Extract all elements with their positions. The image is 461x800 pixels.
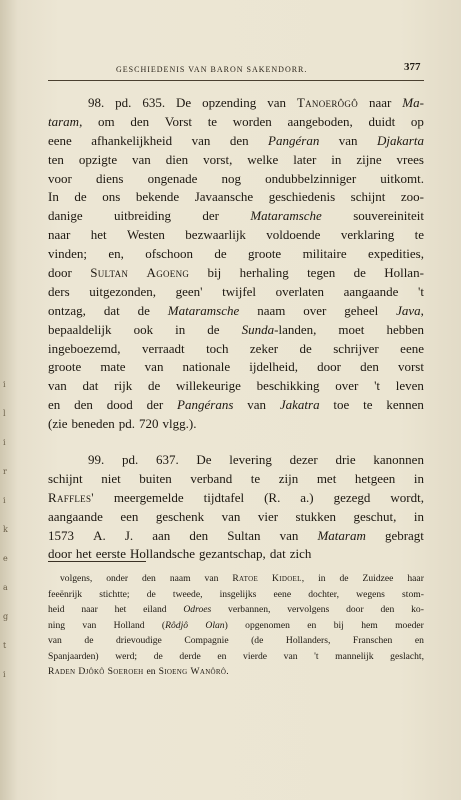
word: drie (335, 452, 356, 468)
footnote-text (48, 571, 424, 680)
word: zijn (278, 470, 299, 486)
word: zich (289, 546, 312, 562)
word: de (339, 573, 349, 584)
word: toch (206, 340, 229, 356)
word: door (48, 265, 72, 281)
word: insgelijks (219, 588, 257, 600)
header-rule (48, 80, 424, 81)
word: zeker (249, 340, 279, 356)
word: opzending (202, 95, 257, 110)
word: met (316, 470, 337, 486)
word: pd. (115, 95, 132, 110)
word: afhankelijkheid (91, 132, 173, 148)
word: schijnt (350, 189, 386, 205)
gutter-mark: k (3, 525, 8, 534)
word: gebragt (384, 527, 424, 543)
text-line (48, 649, 424, 665)
word: bij (333, 619, 344, 631)
word: dezer (289, 452, 318, 468)
word: Sunda-landen, (241, 321, 317, 337)
word: gezantschap, (199, 546, 266, 562)
word: den (360, 359, 379, 375)
word: herhaling (239, 265, 289, 281)
word: geschiedenis (268, 189, 336, 205)
word: uitgezonden, (89, 283, 157, 299)
word: vorst, (203, 151, 233, 167)
word: derde (179, 650, 201, 662)
word: der (146, 397, 164, 413)
word: hem (361, 619, 378, 631)
text-line (48, 113, 424, 132)
word: tijdtafel (203, 489, 245, 505)
text-line (48, 283, 424, 302)
word: den (229, 132, 249, 148)
word: Mataram (317, 527, 366, 543)
word: ingeboezemd, (48, 340, 121, 356)
word: verbannen, (228, 604, 271, 615)
word: ijdelheid, (249, 359, 299, 375)
word: dat (82, 378, 99, 394)
word: moeder (395, 619, 424, 631)
word: niet (101, 470, 121, 486)
word: verklaring (340, 227, 395, 243)
gutter-mark: g (3, 612, 9, 621)
word: geheel (344, 302, 379, 318)
word: 98. (88, 95, 105, 110)
word: Compagnie (184, 635, 229, 646)
word: de (137, 302, 150, 318)
word: Pangérans (177, 397, 234, 413)
word: A. (93, 527, 106, 543)
gutter-mark: i (3, 438, 6, 447)
word: de (153, 650, 163, 662)
word: van (338, 132, 358, 148)
word: schijnt (48, 470, 83, 486)
word: Hollanders, (285, 635, 331, 646)
word: over (303, 302, 327, 318)
word: eene (400, 340, 424, 356)
word: eene (48, 132, 72, 148)
word: bekende (135, 189, 180, 205)
word: nog (221, 170, 242, 186)
gutter-mark: a (3, 583, 8, 592)
word: van (279, 527, 299, 543)
word: vrees (396, 151, 424, 167)
word: een (120, 508, 139, 524)
word: Jakatra (279, 397, 320, 413)
word: den (142, 573, 156, 584)
text-line (48, 664, 424, 680)
word: Sultan (227, 527, 261, 543)
word: wordt, (390, 489, 424, 505)
word: stom- (402, 588, 424, 600)
word: het (90, 227, 107, 243)
word: Djôkô (78, 666, 105, 677)
word: vinden; (48, 246, 87, 262)
word: en (48, 397, 61, 413)
word: tegen (307, 265, 336, 281)
word: heid (48, 604, 65, 615)
word: verraadt (142, 340, 185, 356)
word: de (214, 246, 227, 262)
word: den (130, 113, 150, 129)
gutter-mark: e (3, 554, 8, 563)
main-text (48, 94, 424, 564)
word: expedities, (368, 246, 424, 262)
word: verband (190, 470, 233, 486)
word: van (48, 635, 62, 646)
text-line (48, 415, 424, 434)
word: J. (124, 527, 134, 543)
word: de (74, 189, 87, 205)
word: 't (374, 378, 381, 394)
word: eiland (143, 604, 167, 615)
word: Tanoerôgô (296, 95, 359, 110)
gutter-mark: t (3, 641, 7, 650)
text-line (48, 358, 424, 377)
word: en (414, 635, 424, 646)
word: in (331, 151, 342, 167)
word: van (247, 397, 267, 413)
gutter-mark: r (3, 467, 7, 476)
word: den (189, 527, 209, 543)
word: duidt (368, 113, 396, 129)
word: van (204, 573, 219, 584)
word: zijne (356, 151, 382, 167)
word: moet (338, 321, 365, 337)
word: naar (81, 604, 98, 615)
text-line (48, 245, 424, 264)
word: ders (48, 283, 70, 299)
word: Javaansche (194, 189, 254, 205)
word: 1573 (48, 527, 74, 543)
gutter-mark: i (3, 670, 6, 679)
word: 635. (142, 95, 166, 110)
word: Holland (113, 619, 145, 631)
word: danige (48, 208, 83, 224)
word: drievoudige (115, 635, 162, 646)
word: Olan) (205, 619, 228, 631)
word: van (283, 650, 298, 662)
word: der (202, 208, 219, 224)
word: voldoende (266, 227, 321, 243)
word: souvereiniteit (353, 208, 424, 224)
word: Sultan (90, 265, 129, 281)
word: beschikking (256, 378, 320, 394)
word: vier (257, 508, 279, 524)
text-line (48, 470, 424, 489)
word: militaire (302, 246, 347, 262)
word: groote (48, 359, 82, 375)
word: Agoeng (146, 265, 190, 281)
word: uitbreiding (114, 208, 172, 224)
word: De (176, 95, 192, 110)
word: geschenk (155, 508, 205, 524)
text-line (48, 94, 424, 113)
word: in (413, 508, 424, 524)
text-line (48, 321, 424, 340)
word: ook (133, 321, 154, 337)
word: onder (106, 573, 129, 584)
gutter-bleed-marks (0, 380, 16, 700)
word: ongenade (147, 170, 198, 186)
text-line (48, 587, 424, 603)
word: den (380, 604, 395, 615)
text-line (48, 527, 424, 546)
word: zoo- (400, 189, 424, 205)
word: over (335, 378, 359, 394)
word: bij (207, 265, 222, 281)
word: Ratoe (232, 573, 259, 584)
text-line (48, 571, 424, 587)
word: levering (229, 452, 272, 468)
word: Wanôrô. (190, 666, 229, 677)
word: (zie (48, 416, 68, 432)
word: vervolgens (287, 604, 330, 615)
word: mate (100, 359, 126, 375)
word: Sioeng (158, 666, 188, 677)
word: 't (418, 283, 424, 299)
word: 't (314, 650, 319, 662)
word: van (221, 508, 241, 524)
text-line (48, 188, 424, 207)
word: het (114, 604, 127, 615)
word: taram, (48, 113, 83, 129)
word: Kidoel, (271, 573, 305, 584)
word: dat (269, 546, 286, 562)
word: en (217, 650, 227, 662)
word: welke (247, 151, 279, 167)
word: geen' (175, 283, 203, 299)
word: Mataramsche (167, 302, 240, 318)
word: de (353, 265, 366, 281)
word: worden (232, 113, 272, 129)
word: leven (395, 378, 424, 394)
footnote-rule (48, 561, 146, 562)
word: pd. (121, 452, 139, 468)
word: volgens, (60, 573, 93, 584)
text-line (48, 170, 424, 189)
word: Raden (48, 666, 76, 677)
word: het (75, 546, 92, 562)
word: en (307, 619, 317, 631)
word: kanonnen (373, 452, 424, 468)
text-line (48, 618, 424, 634)
text-line (48, 302, 424, 321)
word: geslacht, (390, 650, 424, 662)
word: de (299, 340, 312, 356)
text-line (48, 340, 424, 359)
word: (Rôdjô (161, 619, 189, 631)
word: buiten (139, 470, 172, 486)
text-line (48, 207, 424, 226)
word: Raffles' (48, 489, 94, 505)
word: en (146, 666, 156, 677)
text-line (48, 151, 424, 170)
word: (R. (264, 489, 281, 505)
word: vierde (243, 650, 268, 662)
text-line (48, 377, 424, 396)
word: ondubbelzinniger (265, 170, 357, 186)
word: hebben (386, 321, 424, 337)
word: Mataramsche (250, 208, 322, 224)
word: stichtte; (99, 588, 130, 600)
word: In (48, 189, 59, 205)
word: beneden (71, 416, 115, 432)
word: groote (247, 246, 282, 262)
word: dat (103, 302, 120, 318)
word: Pangéran (268, 132, 320, 148)
gutter-mark: i (3, 380, 6, 389)
word: vlgg.). (162, 416, 197, 432)
word: later (293, 151, 317, 167)
word: naar (48, 227, 71, 243)
word: Odroes (183, 604, 212, 615)
word: vorst (397, 359, 424, 375)
gutter-mark: i (3, 496, 6, 505)
word: overlaten (275, 283, 324, 299)
word: meergemelde (113, 489, 184, 505)
word: dochter, (308, 588, 340, 600)
word: mannelijk (335, 650, 374, 662)
word: dood (106, 397, 133, 413)
word: ten (48, 151, 64, 167)
word: Soeroeh (107, 666, 144, 677)
text-line (48, 508, 424, 527)
word: te (363, 397, 373, 413)
word: schrijver (333, 340, 379, 356)
word: door (48, 546, 72, 562)
word: eerste (95, 546, 127, 562)
word: van (132, 151, 151, 167)
word: aangeboden, (287, 113, 353, 129)
word: Westen (126, 227, 165, 243)
word: Hollan- (384, 265, 424, 281)
word: wegens (356, 588, 385, 600)
word: bezwaarlijk (185, 227, 246, 243)
word: de (207, 321, 220, 337)
word: Djakarta (377, 132, 424, 148)
word: Ma- (402, 95, 424, 110)
word: op (410, 113, 424, 129)
word: in (413, 470, 424, 486)
word: Vorst (164, 113, 192, 129)
word: aangaande (48, 508, 103, 524)
word: de (84, 635, 94, 646)
word: 99. (88, 452, 105, 468)
word: naam (257, 302, 286, 318)
word: van (144, 359, 164, 375)
word: van (82, 619, 97, 631)
word: naar (368, 95, 392, 110)
word: ons (102, 189, 121, 205)
word: uitkomt. (380, 170, 424, 186)
word: twijfel (222, 283, 257, 299)
text-line (48, 132, 424, 151)
word: in (175, 321, 186, 337)
word: en, (108, 246, 124, 262)
word: van (191, 132, 211, 148)
word: dien (165, 151, 189, 167)
word: 720 (139, 416, 159, 432)
word: gezegd (333, 489, 371, 505)
text-line (48, 633, 424, 649)
word: Zuidzee (362, 573, 394, 584)
word: a.) (300, 489, 314, 505)
word: 637. (155, 452, 179, 468)
word: ning (48, 619, 66, 631)
word: rijk (114, 378, 133, 394)
word: geschut, (353, 508, 397, 524)
word: door (317, 359, 341, 375)
word: nationale (182, 359, 231, 375)
word: De (196, 452, 212, 468)
running-head: GESCHIEDENIS VAN BARON SAKENDORR. (116, 65, 308, 74)
word: feeënrijk (48, 588, 83, 600)
word: door (346, 604, 364, 615)
page-number: 377 (404, 61, 421, 73)
word: Franschen (352, 635, 393, 646)
text-line (48, 602, 424, 618)
word: naam (169, 573, 191, 584)
word: voor (48, 170, 72, 186)
word: kennen (386, 397, 424, 413)
word: de (146, 588, 156, 600)
word: ko- (411, 604, 424, 615)
word: werd; (115, 650, 138, 662)
word: de (147, 378, 161, 394)
word: toe (333, 397, 350, 413)
word: Spanjaarden) (48, 650, 99, 662)
word: eene (273, 588, 292, 600)
word: haar (407, 573, 424, 584)
word: opgenomen (245, 619, 290, 631)
text-line (48, 451, 424, 470)
text-line (48, 489, 424, 508)
word: willekeurige (175, 378, 241, 394)
word: (de (251, 635, 264, 646)
word: van (48, 378, 67, 394)
word: van (267, 95, 286, 110)
word: Java, (396, 302, 424, 318)
word: om (98, 113, 115, 129)
word: te (207, 113, 218, 129)
word: bepaaldelijk (48, 321, 112, 337)
word: hetgeen (354, 470, 396, 486)
word: ofschoon (145, 246, 193, 262)
word: pd. (118, 416, 136, 432)
text-line (48, 226, 424, 245)
word: te (250, 470, 261, 486)
word: ontzag, (48, 302, 86, 318)
word: Hollandsche (130, 546, 196, 562)
text-line (48, 264, 424, 283)
word: opzigte (78, 151, 118, 167)
word: te (414, 227, 424, 243)
word: in (318, 573, 326, 584)
word: stukken (295, 508, 336, 524)
text-line (48, 396, 424, 415)
gutter-mark: l (3, 409, 6, 418)
word: aangaande (343, 283, 399, 299)
word: tweede, (172, 588, 203, 600)
word: den (74, 397, 93, 413)
word: aan (152, 527, 171, 543)
word: diens (95, 170, 124, 186)
